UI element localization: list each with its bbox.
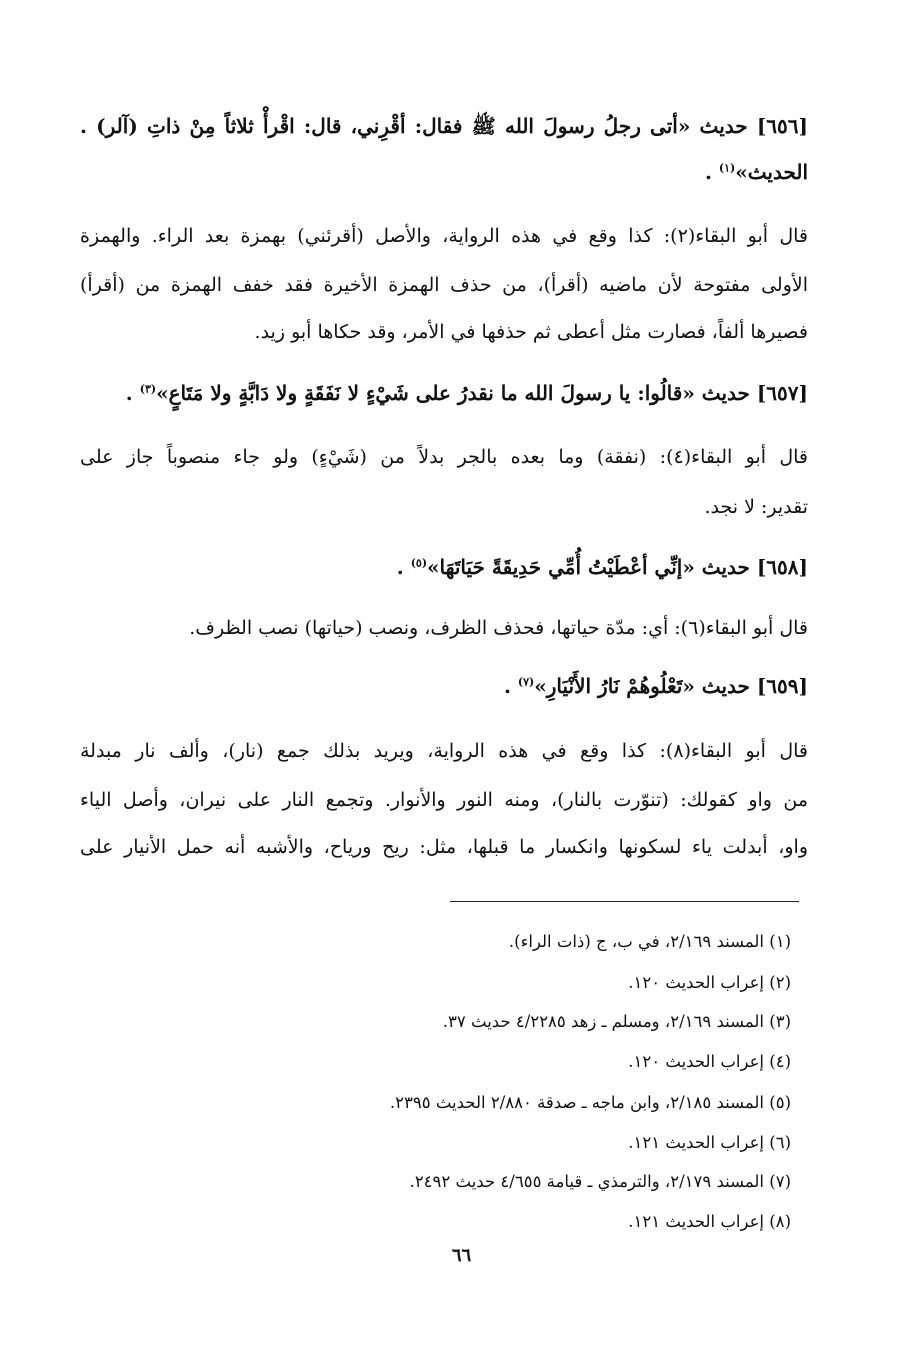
hadith-658 xyxy=(80,553,808,581)
footnote-5: (٥) المسند ٢/١٨٥، وابن ماجه ـ صدقة ٢/٨٨٠ الحديث ٢٣٩٥. xyxy=(389,1093,791,1112)
hadith-656-text: الحديث» xyxy=(735,160,808,184)
hadith-659-tail: . xyxy=(503,674,518,698)
commentary-656-line-1: قال أبو البقاء(٢): كذا وقع في هذه الرواية، والأصل (أقرئني) بهمزة بعد الراء. والهمزة xyxy=(80,225,809,247)
hadith-659 xyxy=(80,672,808,700)
hadith-656-line-2 xyxy=(80,158,808,186)
hadith-657 xyxy=(80,379,808,407)
commentary-657-line-1: قال أبو البقاء(٤): (نفقة) وما بعده بالجر بدلاً من (شَيْءٍ) ولو جاء منصوباً جاز على xyxy=(80,446,809,468)
commentary-657-line-2: تقدير: لا نجد. xyxy=(704,496,808,518)
footnote-ref-5: (٥) xyxy=(410,556,428,570)
footnote-6: (٦) إعراب الحديث ١٢١. xyxy=(628,1133,791,1152)
footnote-8: (٨) إعراب الحديث ١٢١. xyxy=(628,1212,791,1231)
hadith-658-text: [٦٥٨] حديث «إنِّي أعْطَيْتُ أُمِّي حَدِيقَةً حَيَاتَهَا» xyxy=(427,555,808,579)
footnote-1: (١) المسند ٢/١٦٩، في ب، ج (ذات الراء). xyxy=(508,932,791,951)
hadith-656-line-1: [٦٥٦] حديث «أتى رجلُ رسولَ الله ﷺ فقال: أقْرِني، قال: اقْرأْ ثلاثاً مِنْ ذاتِ (آلر) . xyxy=(80,114,808,138)
commentary-658-line-1: قال أبو البقاء(٦): أي: مدّة حياتها، فحذف الظرف، ونصب (حياتها) نصب الظرف. xyxy=(189,617,808,639)
commentary-659-line-3: واو، أبدلت ياء لسكونها وانكسار ما قبلها، مثل: ريح ورياح، والأشبه أنه حمل الأنيار على xyxy=(80,836,808,858)
hadith-657-tail: . xyxy=(125,381,140,405)
hadith-657-text: [٦٥٧] حديث «قالُوا: يا رسولَ الله ما نقدرُ على شَيْءٍ لا نَفَقَةٍ ولا دَابَّةٍ ولا مَتَاعٍ» xyxy=(156,381,808,405)
footnote-2: (٢) إعراب الحديث ١٢٠. xyxy=(628,973,791,992)
hadith-659-text: [٦٥٩] حديث «تَعْلُوهُمْ نَارُ الأَنْيَارِ» xyxy=(534,674,808,698)
footnote-separator xyxy=(450,901,799,902)
footnote-4: (٤) إعراب الحديث ١٢٠. xyxy=(628,1052,791,1071)
commentary-659-line-2: من واو كقولك: (تنوّرت بالنار)، ومنه النور والأنوار. وتجمع النار على نيران، وأصل الياء xyxy=(80,789,808,811)
commentary-656-line-2: الأولى مفتوحة لأن ماضيه (أقرأ)، من حذف الهمزة الأخيرة فقد خفف الهمزة من (أقرأ) xyxy=(80,274,808,296)
commentary-659-line-1: قال أبو البقاء(٨): كذا وقع في هذه الرواية، ويريد بذلك جمع (نار)، وألف نار مبدلة xyxy=(80,740,809,762)
footnote-3: (٣) المسند ٢/١٦٩، ومسلم ـ زهد ٤/٢٢٨٥ حديث ٣٧. xyxy=(442,1012,791,1031)
hadith-656-tail: . xyxy=(704,160,719,184)
footnote-ref-3: (٣) xyxy=(139,382,157,396)
page-number: ٦٦ xyxy=(451,1245,472,1266)
footnote-ref-7: (٧) xyxy=(517,675,535,689)
hadith-658-tail: . xyxy=(396,555,411,579)
footnote-7: (٧) المسند ٢/١٧٩، والترمذي ـ قيامة ٤/٦٥٥ حديث ٢٤٩٢. xyxy=(409,1172,791,1191)
commentary-656-line-3: فصيرها ألفاً، فصارت مثل أعطى ثم حذفها في الأمر، وقد حكاها أبو زيد. xyxy=(254,321,808,343)
footnote-ref-1: (١) xyxy=(718,161,736,175)
